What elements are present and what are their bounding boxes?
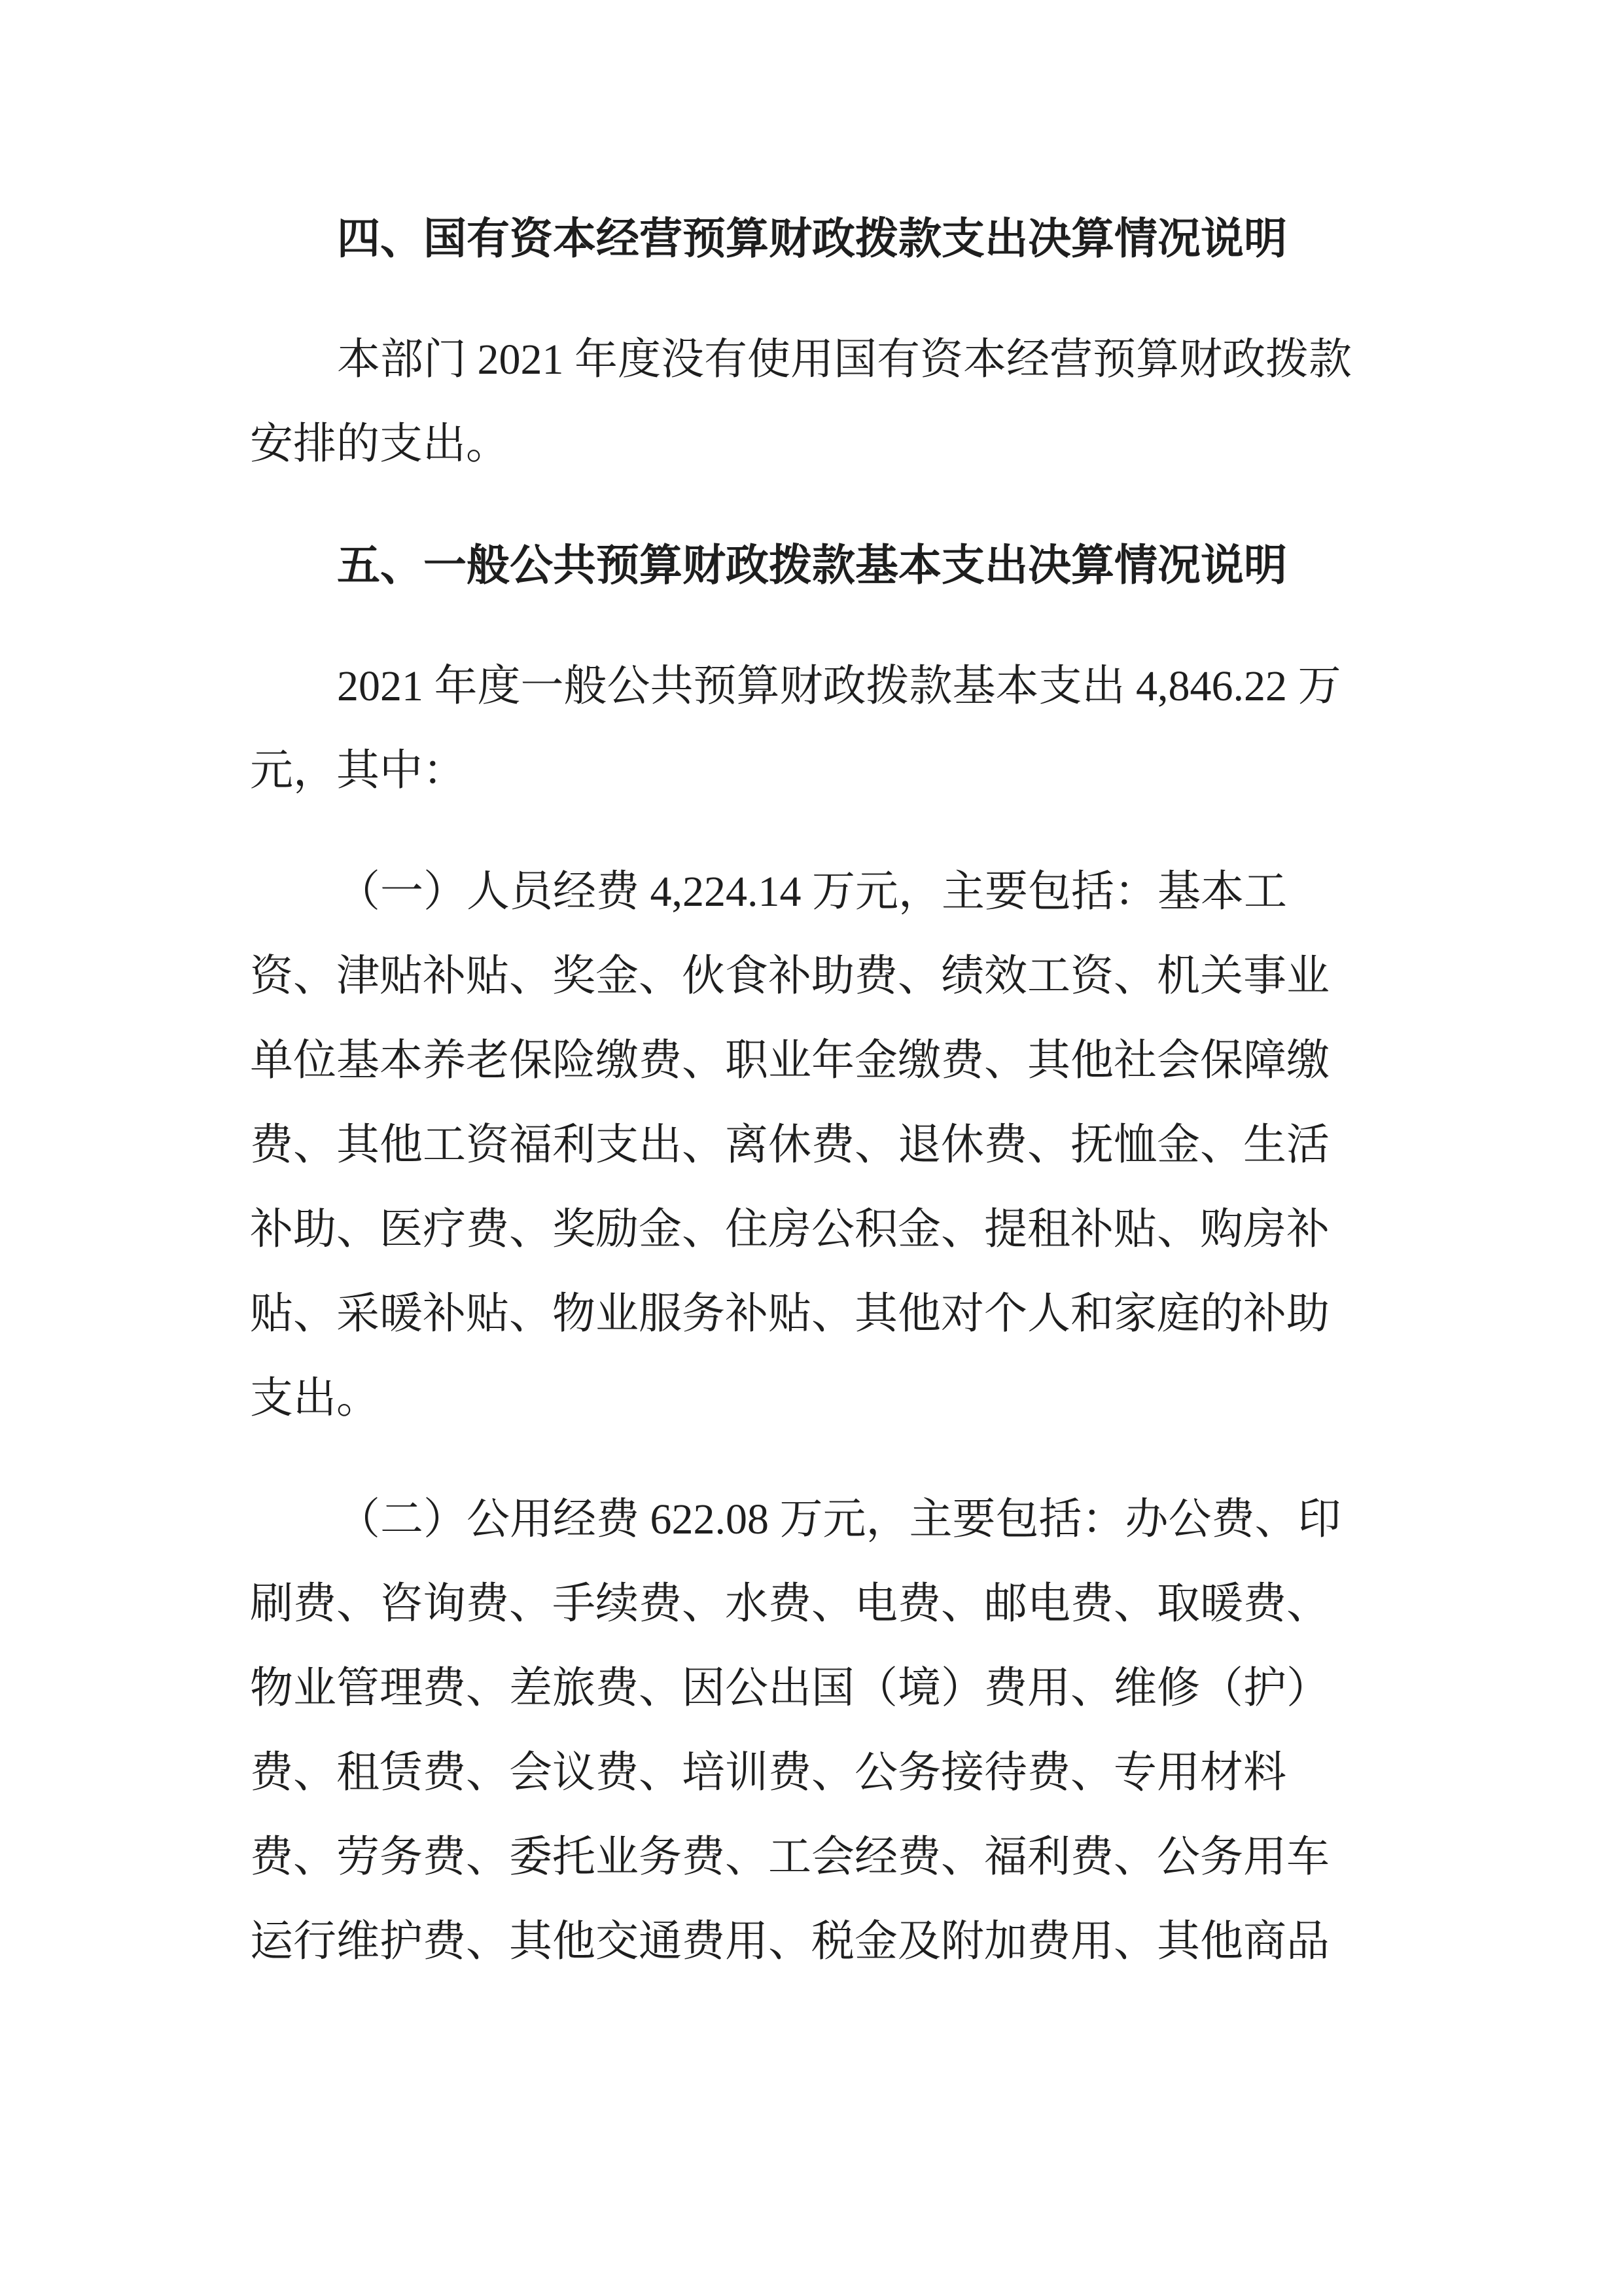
paragraph-line: 费、其他工资福利支出、离休费、退休费、抚恤金、生活	[250, 1121, 1330, 1169]
paragraph-line: 物业管理费、差旅费、因公出国（境）费用、维修（护）	[250, 1664, 1330, 1712]
section-heading: 五、一般公共预算财政拨款基本支出决算情况说明	[337, 541, 1287, 589]
paragraph-line: 资、津贴补贴、奖金、伙食补助费、绩效工资、机关事业	[250, 952, 1330, 1000]
paragraph-line: 运行维护费、其他交通费用、税金及附加费用、其他商品	[250, 1918, 1330, 1965]
paragraph-line: 费、租赁费、会议费、培训费、公务接待费、专用材料	[250, 1749, 1286, 1797]
paragraph-line: 刷费、咨询费、手续费、水费、电费、邮电费、取暖费、	[250, 1580, 1330, 1628]
paragraph	[250, 317, 1624, 486]
paragraph-line: 支出。	[250, 1374, 380, 1422]
paragraph-line: 本部门 2021 年度没有使用国有资本经营预算财政拨款	[337, 336, 1352, 384]
paragraph	[250, 850, 1624, 1441]
paragraph-line: 贴、采暖补贴、物业服务补贴、其他对个人和家庭的补助	[250, 1290, 1330, 1338]
paragraph-line: （二）公用经费 622.08 万元，主要包括：办公费、印	[337, 1496, 1341, 1543]
paragraph-line: 2021 年度一般公共预算财政拨款基本支出 4,846.22 万	[337, 662, 1341, 710]
paragraph	[250, 1477, 1624, 1984]
paragraph-line: 安排的支出。	[250, 420, 509, 468]
paragraph-line: 费、劳务费、委托业务费、工会经费、福利费、公务用车	[250, 1833, 1330, 1881]
paragraph	[250, 644, 1624, 813]
paragraph-line: （一）人员经费 4,224.14 万元，主要包括：基本工	[337, 868, 1287, 916]
paragraph-line: 补助、医疗费、奖励金、住房公积金、提租补贴、购房补	[250, 1206, 1330, 1253]
section-heading: 四、国有资本经营预算财政拨款支出决算情况说明	[337, 214, 1287, 262]
paragraph-line: 单位基本养老保险缴费、职业年金缴费、其他社会保障缴	[250, 1037, 1330, 1085]
paragraph-line: 元，其中：	[250, 747, 466, 795]
